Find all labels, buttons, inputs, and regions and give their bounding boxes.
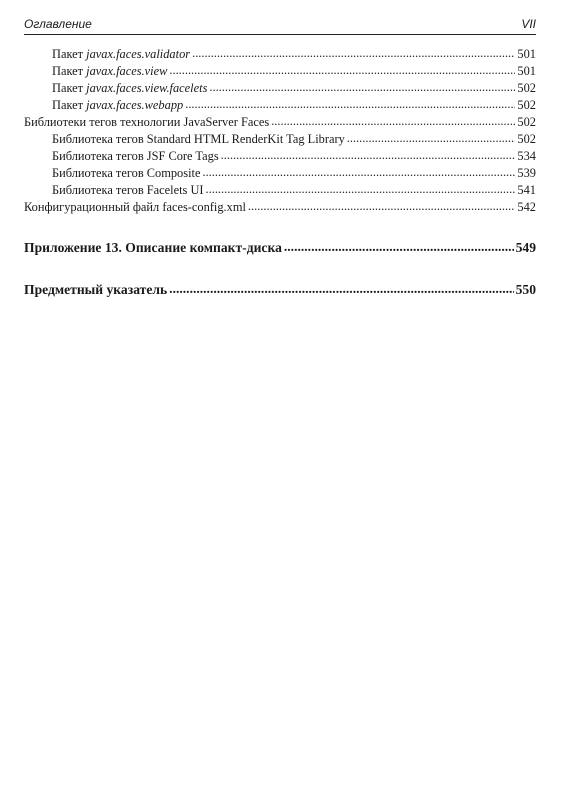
dot-leader [221, 147, 516, 164]
dot-leader [169, 62, 515, 79]
toc-entry-page: 549 [515, 240, 536, 255]
toc-entry-title: Пакет [52, 81, 87, 95]
toc-entry-page: 502 [517, 98, 536, 112]
toc-entry-title: Конфигурационный файл faces-config.xml [24, 200, 246, 214]
dot-leader [192, 45, 515, 62]
toc-entry-title: Приложение 13. Описание компакт-диска [24, 240, 282, 255]
spacer [24, 258, 536, 280]
toc-entry-title: Библиотека тегов Standard HTML RenderKit Tag Library [52, 132, 345, 146]
dot-leader [271, 113, 515, 130]
dot-leader [248, 198, 515, 215]
toc-entry-subject-index[interactable] [24, 280, 536, 300]
toc-entry-page: 541 [517, 183, 536, 197]
toc-entry-title: Пакет [52, 98, 87, 112]
toc-entry-title: Библиотека тегов Composite [52, 166, 201, 180]
toc-entry-faces-config[interactable] [24, 199, 536, 216]
toc-entry-page: 502 [517, 115, 536, 129]
toc-entry-package-webapp[interactable] [24, 97, 536, 114]
toc-entry-page: 542 [517, 200, 536, 214]
toc-entry-tag-libraries[interactable] [24, 114, 536, 131]
dot-leader [206, 181, 516, 198]
table-of-contents [24, 46, 536, 300]
toc-entry-page: 502 [517, 132, 536, 146]
toc-entry-html-renderkit[interactable] [24, 131, 536, 148]
toc-entry-facelets-ui[interactable] [24, 182, 536, 199]
toc-entry-page: 502 [517, 81, 536, 95]
toc-entry-title: Библиотека тегов JSF Core Tags [52, 149, 219, 163]
dot-leader [202, 164, 515, 181]
toc-entry-package-view-facelets[interactable] [24, 80, 536, 97]
toc-entry-appendix-13[interactable] [24, 238, 536, 258]
toc-entry-package-validator[interactable] [24, 46, 536, 63]
dot-leader [347, 130, 516, 147]
toc-entry-page: 534 [517, 149, 536, 163]
toc-entry-package-name: javax.faces.view [86, 64, 168, 78]
toc-entry-page: 550 [515, 282, 536, 297]
toc-entry-package-name: javax.faces.validator [86, 47, 191, 61]
toc-entry-title: Предметный указатель [24, 282, 168, 297]
toc-entry-composite[interactable] [24, 165, 536, 182]
header-page-number: VII [521, 17, 536, 31]
running-header [24, 8, 536, 35]
dot-leader [169, 279, 513, 299]
toc-entry-package-view[interactable] [24, 63, 536, 80]
toc-entry-page: 501 [517, 64, 536, 78]
dot-leader [185, 96, 515, 113]
toc-entry-package-name: javax.faces.webapp [86, 98, 184, 112]
toc-entry-title: Библиотеки тегов технологии JavaServer Faces [24, 115, 270, 129]
header-section-title: Оглавление [24, 17, 92, 31]
toc-entry-page: 501 [517, 47, 536, 61]
spacer [24, 216, 536, 238]
dot-leader [209, 79, 515, 96]
toc-entry-page: 539 [517, 166, 536, 180]
toc-entry-title: Библиотека тегов Facelets UI [52, 183, 204, 197]
toc-entry-package-name: javax.faces.view.facelets [86, 81, 208, 95]
dot-leader [284, 237, 514, 257]
toc-entry-title: Пакет [52, 64, 87, 78]
toc-entry-title: Пакет [52, 47, 87, 61]
toc-entry-jsf-core-tags[interactable] [24, 148, 536, 165]
